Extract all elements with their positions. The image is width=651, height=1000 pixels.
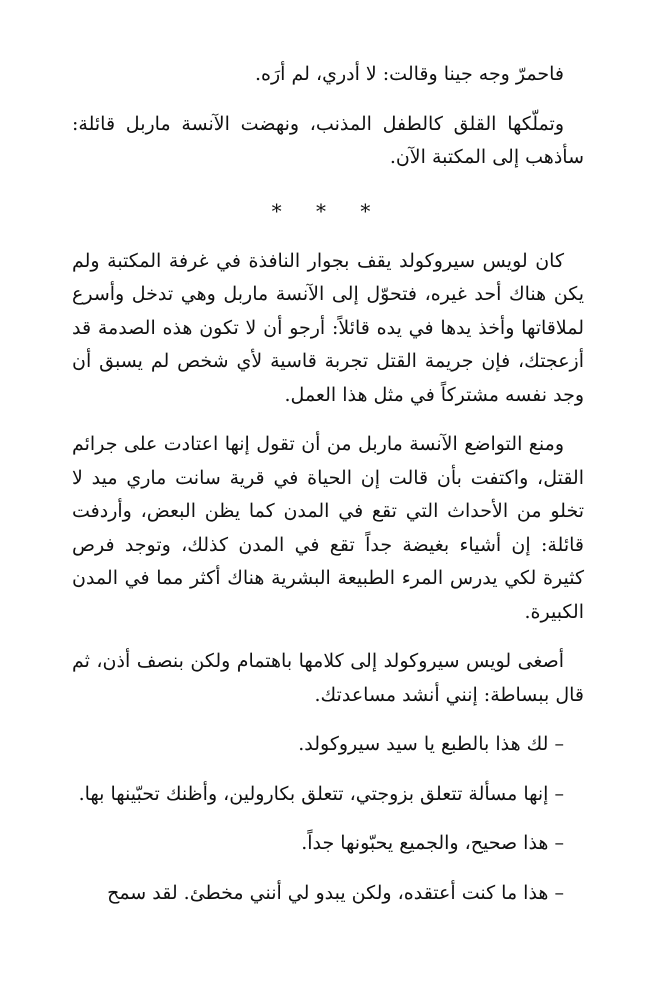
- dialogue-line: – هذا ما كنت أعتقده، ولكن يبدو لي أنني مخطئ. لقد سمح: [107, 881, 564, 904]
- book-page: [72, 58, 584, 926]
- paragraph: أصغى لويس سيروكولد إلى كلامها باهتمام ولكن بنصف أذن، ثم قال ببساطة: إنني أنشد مساعدتك.: [72, 650, 584, 706]
- dialogue-line: – إنها مسألة تتعلق بزوجتي، تتعلق بكارولين، وأظنك تحبّينها بها.: [78, 782, 564, 805]
- section-separator: * * *: [271, 198, 385, 223]
- paragraph: ومنع التواضع الآنسة ماربل من أن تقول إنها اعتادت على جرائم القتل، واكتفت بأن قالت إن الحياة في قرية سانت ماري ميد لا تخلو من الأحداث التي تقع في المدن كما يظن البعض، وأردفت قائلة: إن أشياء بغيضة جداً تقع في المدن كذلك، وتوجد فرص كثيرة لكي يدرس المرء الطبيعة البشرية هناك أكثر مما في المدن الكبيرة.: [72, 433, 584, 623]
- paragraph: وتملّكها القلق كالطفل المذنب، ونهضت الآنسة ماربل قائلة: سأذهب إلى المكتبة الآن.: [72, 112, 584, 168]
- paragraph: كان لويس سيروكولد يقف بجوار النافذة في غرفة المكتبة ولم يكن هناك أحد غيره، فتحوّل إلى الآنسة ماربل وهي تدخل وأسرع لملاقاتها وأخذ يدها في يده قائلاً: أرجو أن لا تكون هذه الصدمة قد أزعجتك، فإن جريمة القتل تجربة قاسية لأي شخص لم يسبق أن وجد نفسه مشتركاً في مثل هذا العمل.: [72, 249, 584, 406]
- dialogue-line: – لك هذا بالطبع يا سيد سيروكولد.: [298, 733, 564, 755]
- dialogue-line: – هذا صحيح، والجميع يحبّونها جداً.: [301, 832, 564, 854]
- paragraph: فاحمرّ وجه جينا وقالت: لا أدري، لم أرَه.: [254, 63, 564, 85]
